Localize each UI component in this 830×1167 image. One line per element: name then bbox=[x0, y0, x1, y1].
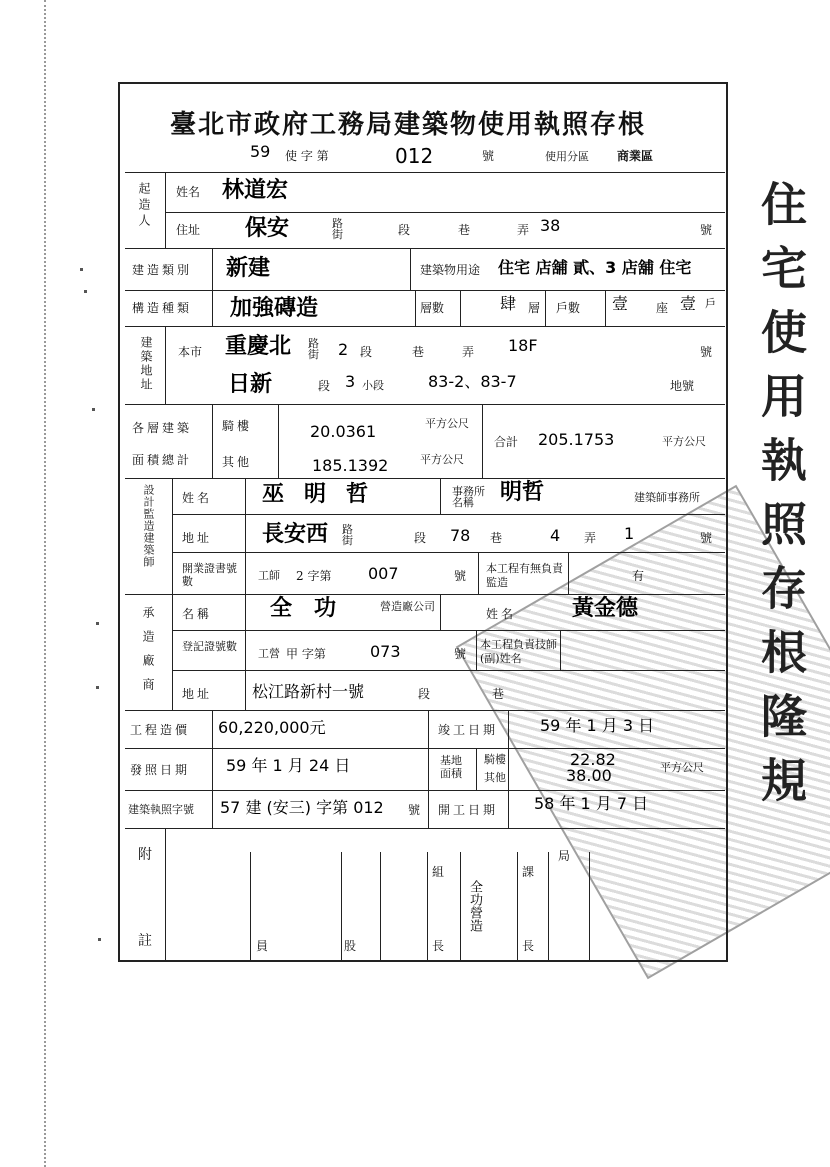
complete-label: 竣工日期 bbox=[438, 723, 499, 737]
side-text: 住宅使用執照存根隆規 bbox=[754, 180, 808, 820]
zone-label: 使用分區 bbox=[545, 150, 589, 163]
rule bbox=[125, 326, 725, 327]
applicant-name-label: 姓名 bbox=[176, 185, 201, 199]
location-subdistrict: 日新 bbox=[228, 372, 273, 397]
rule bbox=[172, 478, 173, 710]
seal-label: 組 bbox=[432, 865, 445, 879]
designer-addr-road: 長安西 bbox=[262, 522, 329, 547]
floors-unit: 層 bbox=[528, 301, 541, 315]
notes-label-2: 註 bbox=[138, 933, 152, 949]
rule bbox=[125, 748, 725, 749]
issue-label: 發照日期 bbox=[130, 763, 191, 777]
seal-label: 局 bbox=[558, 849, 571, 863]
contractor-name: 全功 bbox=[270, 596, 359, 621]
site-other-label: 其他 bbox=[484, 771, 506, 784]
units-unit-2: 戶 bbox=[705, 297, 716, 310]
rule bbox=[125, 290, 725, 291]
rule bbox=[508, 710, 509, 828]
contractor-reg-value: 073 bbox=[370, 642, 401, 661]
rule bbox=[125, 248, 725, 249]
rule bbox=[165, 212, 725, 213]
location-alley-label: 弄 bbox=[462, 345, 475, 359]
designer-office-label: 事務所名稱 bbox=[452, 485, 485, 509]
arcade-unit: 平方公尺 bbox=[425, 417, 469, 430]
site-arcade-label: 騎樓 bbox=[484, 753, 506, 766]
permit-number: 012 bbox=[395, 144, 434, 168]
rule bbox=[440, 478, 441, 514]
area-label-2: 面積總計 bbox=[132, 453, 193, 467]
build-use-label: 建築物用途 bbox=[420, 263, 481, 277]
seal-label: 長 bbox=[522, 939, 535, 953]
site-other-value: 38.00 bbox=[566, 766, 612, 785]
contractor-addr-label: 地址 bbox=[182, 687, 213, 701]
area-label-1: 各層建築 bbox=[132, 421, 193, 435]
rule bbox=[212, 404, 213, 478]
total-area-label: 合計 bbox=[494, 435, 519, 449]
contractor-name-label: 名稱 bbox=[182, 607, 213, 621]
build-use: 住宅 店舖 貳、3 店舖 住宅 bbox=[498, 258, 692, 277]
rule bbox=[440, 594, 441, 630]
seal-label: 長 bbox=[432, 939, 445, 953]
designer-seg-label: 段 bbox=[414, 531, 427, 545]
contractor-lane-label: 巷 bbox=[492, 687, 505, 701]
rule bbox=[428, 710, 429, 828]
struct-value: 加強磚造 bbox=[230, 296, 319, 321]
designer-office: 明哲 bbox=[500, 480, 545, 505]
contractor-reg-label: 登記證號數 bbox=[182, 640, 237, 653]
applicant-lane-label: 巷 bbox=[458, 223, 471, 237]
contractor-reg-mid: 甲 字第 bbox=[286, 647, 326, 661]
applicant-no-label: 號 bbox=[700, 223, 713, 237]
contractor-tech-label: 本工程負責技師(副)姓名 bbox=[480, 638, 557, 665]
complete-value: 59 年 1 月 3 日 bbox=[540, 716, 655, 735]
issue-value: 59 年 1 月 24 日 bbox=[226, 756, 351, 775]
floors-label: 層數 bbox=[420, 301, 445, 315]
location-lane-label: 巷 bbox=[412, 345, 425, 359]
designer-supervise-label: 本工程有無負責監造 bbox=[486, 562, 563, 589]
designer-section: 設計監造建築師 bbox=[142, 484, 155, 568]
location-segment: 2 bbox=[338, 340, 349, 359]
start-label: 開工日期 bbox=[438, 803, 499, 817]
speck bbox=[96, 686, 99, 689]
rule bbox=[212, 248, 213, 326]
units-value: 壹 bbox=[612, 294, 629, 313]
rule bbox=[476, 630, 477, 670]
speck bbox=[98, 938, 101, 941]
rule bbox=[172, 670, 725, 671]
rule bbox=[125, 404, 725, 405]
location-road: 重慶北 bbox=[225, 334, 292, 359]
location-lot-sub-label: 小段 bbox=[362, 379, 384, 392]
permit-number-value: 57 建 (安三) 字第 012 bbox=[220, 798, 384, 817]
speck bbox=[92, 408, 95, 411]
contractor-person-label: 姓名 bbox=[486, 607, 517, 621]
location-road-label: 路街 bbox=[308, 337, 319, 361]
contractor-addr: 松江路新村一號 bbox=[252, 682, 365, 701]
location-lot-sub: 3 bbox=[345, 372, 356, 391]
designer-reg-prefix: 工師 bbox=[258, 569, 280, 582]
designer-alley-label: 弄 bbox=[584, 531, 597, 545]
contractor-section: 承造廠商 bbox=[141, 606, 155, 702]
location-lot-label: 地號 bbox=[670, 379, 695, 393]
rule bbox=[125, 828, 725, 829]
scan-edge bbox=[44, 0, 46, 1167]
arcade-value: 20.0361 bbox=[310, 422, 377, 441]
rule bbox=[125, 478, 725, 479]
rule bbox=[125, 594, 725, 595]
rule bbox=[478, 552, 479, 594]
designer-reg-label: 開業證書號數 bbox=[182, 562, 237, 588]
designer-reg-mid: 2 字第 bbox=[296, 569, 332, 583]
location-city: 本市 bbox=[178, 345, 203, 359]
location-no: 18F bbox=[508, 336, 538, 355]
rule bbox=[172, 630, 725, 631]
contractor-person: 黃金德 bbox=[572, 596, 639, 621]
site-label: 基地面積 bbox=[440, 754, 462, 780]
applicant-addr-label: 住址 bbox=[176, 223, 201, 237]
seal-label: 股 bbox=[344, 939, 357, 953]
units-value-2: 壹 bbox=[680, 294, 697, 313]
rule bbox=[172, 514, 725, 515]
applicant-name: 林道宏 bbox=[222, 178, 289, 203]
rule bbox=[278, 404, 279, 478]
speck bbox=[84, 290, 87, 293]
rule bbox=[165, 828, 166, 962]
rule bbox=[476, 748, 477, 790]
site-unit: 平方公尺 bbox=[660, 761, 704, 774]
location-segment-label: 段 bbox=[360, 345, 373, 359]
total-area-unit: 平方公尺 bbox=[662, 435, 706, 448]
contractor-seal: 全功營造 bbox=[467, 880, 482, 932]
other-area-unit: 平方公尺 bbox=[420, 453, 464, 466]
applicant-alley-label: 弄 bbox=[517, 223, 530, 237]
designer-lane: 78 bbox=[450, 526, 471, 545]
applicant-segment-label: 段 bbox=[398, 223, 411, 237]
rule bbox=[125, 172, 725, 173]
rule bbox=[125, 790, 725, 791]
designer-road-label: 路街 bbox=[342, 523, 353, 547]
rule bbox=[415, 290, 416, 326]
permit-suffix: 號 bbox=[482, 149, 495, 163]
notes-label-1: 附 bbox=[138, 847, 152, 863]
struct-label: 構造種類 bbox=[132, 301, 193, 315]
contractor-reg-suffix: 號 bbox=[454, 647, 467, 661]
contractor-seg-label: 段 bbox=[418, 687, 431, 701]
designer-reg-suffix: 號 bbox=[454, 569, 467, 583]
location-section: 建築地址 bbox=[139, 336, 153, 392]
cost-value: 60,220,000元 bbox=[218, 718, 326, 737]
seal-column-bureau bbox=[548, 849, 590, 962]
designer-supervise-value: 有 bbox=[632, 569, 645, 583]
start-value: 58 年 1 月 7 日 bbox=[534, 794, 649, 813]
designer-no: 1 bbox=[624, 524, 635, 543]
rule bbox=[125, 710, 725, 711]
rule bbox=[212, 710, 213, 828]
designer-alley: 4 bbox=[550, 526, 561, 545]
rule bbox=[545, 290, 546, 326]
total-area-value: 205.1753 bbox=[538, 430, 615, 449]
applicant-road-label: 路街 bbox=[332, 217, 343, 241]
rule bbox=[245, 478, 246, 710]
permit-number-label: 建築執照字號 bbox=[128, 803, 194, 816]
permit-form bbox=[118, 82, 728, 962]
designer-lane-label: 巷 bbox=[490, 531, 503, 545]
speck bbox=[80, 268, 83, 271]
rule bbox=[482, 404, 483, 478]
floors-value: 肆 bbox=[500, 294, 517, 313]
seal-column-group bbox=[380, 852, 428, 962]
permit-prefix: 使 字 第 bbox=[285, 149, 329, 163]
designer-name: 巫明哲 bbox=[262, 482, 389, 507]
build-type-label: 建造類別 bbox=[132, 263, 193, 277]
location-lot-nums: 83-2、83-7 bbox=[428, 372, 517, 391]
arcade-label: 騎樓 bbox=[222, 419, 253, 433]
contractor-reg-prefix: 工營 bbox=[258, 647, 280, 660]
units-label: 戶數 bbox=[556, 301, 581, 315]
rule bbox=[568, 552, 569, 594]
rule bbox=[460, 290, 461, 326]
build-type: 新建 bbox=[226, 256, 271, 281]
applicant-addr: 保安 bbox=[245, 216, 290, 241]
speck bbox=[96, 622, 99, 625]
permit-number-suffix: 號 bbox=[408, 803, 421, 817]
other-area-label: 其他 bbox=[222, 455, 253, 469]
contractor-type-label: 營造廠公司 bbox=[380, 600, 435, 613]
designer-no-label: 號 bbox=[700, 531, 713, 545]
cost-label: 工程造價 bbox=[130, 723, 191, 737]
location-lot-section: 段 bbox=[318, 379, 331, 393]
designer-addr-label: 地址 bbox=[182, 531, 213, 545]
rule bbox=[605, 290, 606, 326]
designer-office-suffix: 建築師事務所 bbox=[634, 491, 700, 504]
applicant-section: 起造人 bbox=[137, 182, 151, 230]
other-area-value: 185.1392 bbox=[312, 456, 389, 475]
seal-label: 課 bbox=[522, 865, 535, 879]
rule bbox=[410, 248, 411, 290]
permit-year: 59 bbox=[250, 142, 271, 161]
designer-reg-value: 007 bbox=[368, 564, 399, 583]
applicant-alley: 38 bbox=[540, 216, 561, 235]
zone-value: 商業區 bbox=[617, 149, 654, 163]
location-no-label: 號 bbox=[700, 345, 713, 359]
rule bbox=[172, 552, 725, 553]
designer-name-label: 姓名 bbox=[182, 491, 213, 505]
units-unit: 座 bbox=[656, 301, 669, 315]
seal-label: 員 bbox=[256, 939, 269, 953]
site-arcade-value: 22.82 bbox=[570, 750, 616, 769]
rule bbox=[165, 172, 166, 248]
rule bbox=[165, 326, 166, 404]
form-title: 臺北市政府工務局建築物使用執照存根 bbox=[170, 110, 647, 140]
